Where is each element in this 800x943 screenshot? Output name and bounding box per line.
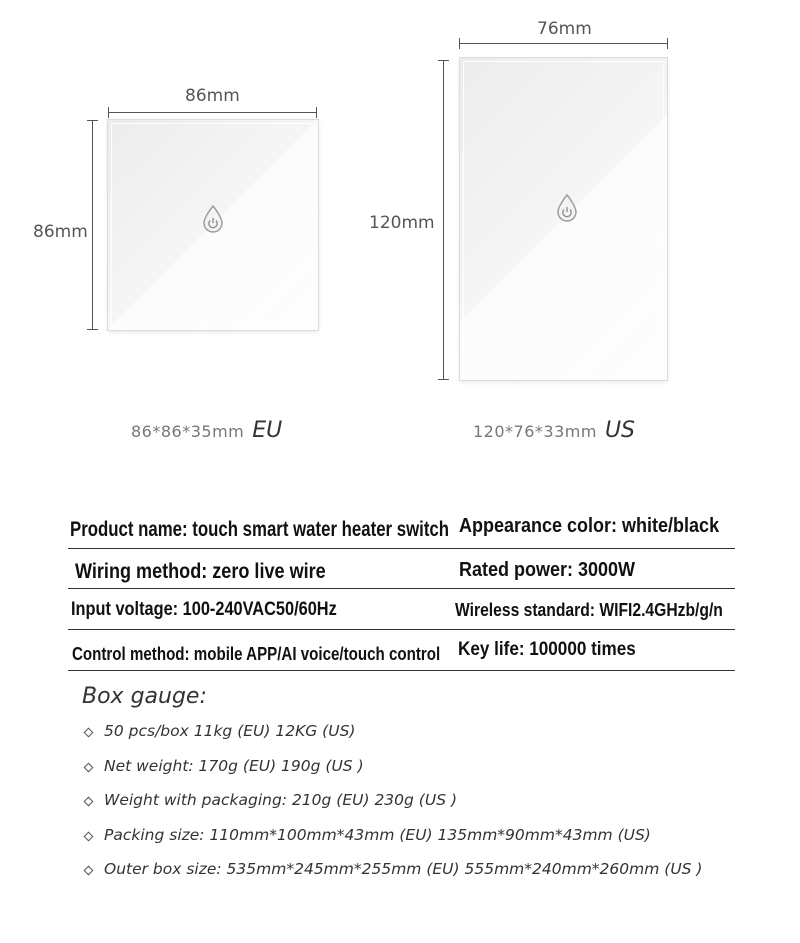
us-height-label: 120mm	[369, 213, 435, 233]
spec-row	[68, 508, 735, 549]
wireless-standard-spec: Wireless standard: WIFI2.4GHzb/g/n	[455, 600, 723, 620]
water-drop-power-icon	[201, 204, 225, 234]
product-name-spec: Product name: touch smart water heater switch	[70, 518, 450, 541]
key-life-spec: Key life: 100000 times	[458, 639, 636, 660]
control-method-spec: Control method: mobile APP/AI voice/touch control	[72, 644, 441, 664]
us-caption	[473, 418, 635, 443]
rated-power-spec: Rated power: 3000W	[459, 559, 636, 581]
water-drop-power-icon	[555, 193, 579, 223]
diamond-bullet-icon	[84, 797, 94, 807]
spec-row	[68, 630, 735, 671]
us-height-dimension-line	[443, 60, 444, 380]
us-width-dimension-line	[459, 43, 668, 44]
input-voltage-spec: Input voltage: 100-240VAC50/60Hz	[71, 599, 337, 620]
diamond-bullet-icon	[84, 728, 94, 738]
us-width-label: 76mm	[537, 19, 592, 39]
eu-width-dimension-line	[108, 112, 317, 113]
eu-size-text: 86*86*35mm	[131, 422, 245, 441]
spec-row	[68, 589, 735, 630]
wiring-method-spec: Wiring method: zero live wire	[75, 560, 326, 583]
diamond-bullet-icon	[84, 866, 94, 876]
eu-width-label: 86mm	[185, 86, 240, 106]
appearance-color-spec: Appearance color: white/black	[459, 515, 720, 537]
diamond-bullet-icon	[84, 762, 94, 772]
eu-switch-panel	[108, 120, 318, 330]
eu-height-label: 86mm	[33, 222, 88, 242]
box-gauge-title: Box gauge:	[82, 684, 207, 709]
us-region-text: US	[604, 418, 636, 443]
eu-caption	[131, 418, 282, 443]
diamond-bullet-icon	[84, 831, 94, 841]
us-size-text: 120*76*33mm	[473, 422, 597, 441]
eu-region-text: EU	[252, 418, 283, 443]
spec-row	[68, 548, 735, 589]
us-switch-panel	[460, 58, 667, 380]
eu-height-dimension-line	[92, 120, 93, 330]
